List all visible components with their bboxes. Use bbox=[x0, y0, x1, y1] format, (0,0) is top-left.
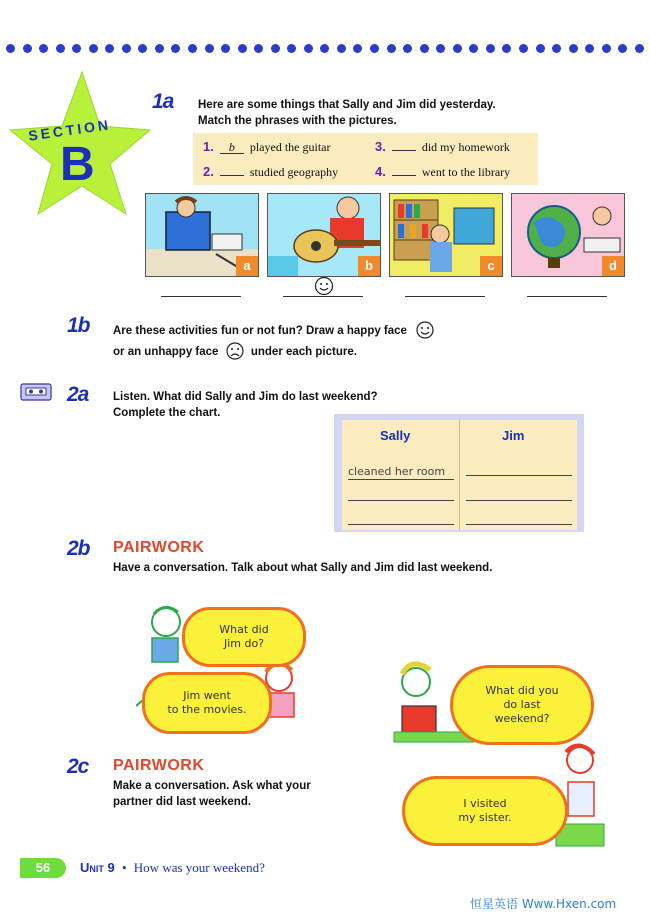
chart-header-jim: Jim bbox=[502, 428, 525, 443]
chart-cell-jim-2[interactable] bbox=[466, 500, 572, 501]
picture-c-library bbox=[389, 193, 503, 277]
exercise-tag-2b: 2b bbox=[67, 537, 90, 560]
watermark: 恒星英语 Www.Hxen.com bbox=[470, 897, 617, 911]
chart-cell-jim-3[interactable] bbox=[466, 524, 572, 525]
instruction-2b: Have a conversation. Talk about what Sally and Jim did last weekend. bbox=[113, 562, 493, 574]
answer-line-c[interactable] bbox=[405, 296, 485, 297]
picture-a-homework bbox=[145, 193, 259, 277]
instruction-2a: Listen. What did Sally and Jim do last weekend? Complete the chart. bbox=[113, 391, 378, 419]
match-item-1: 1. b played the guitar bbox=[203, 139, 331, 154]
happy-face-icon bbox=[314, 276, 334, 296]
answer-line-d[interactable] bbox=[527, 296, 607, 297]
answer-line-b[interactable] bbox=[283, 296, 363, 297]
speech-bubble-what-did-jim-do: What did Jim do? bbox=[182, 607, 306, 667]
instruction-1b: Are these activities fun or not fun? Draw a happy face or an unhappy face under each picture. bbox=[113, 321, 434, 360]
matching-box bbox=[193, 133, 538, 185]
picture-label-c: c bbox=[480, 256, 502, 276]
footer-unit-title: Unit 9 • How was your weekend? bbox=[80, 860, 265, 875]
speech-bubble-jim-went: Jim went to the movies. bbox=[142, 672, 272, 734]
dotted-rule bbox=[0, 44, 650, 58]
picture-label-d: d bbox=[602, 256, 624, 276]
exercise-tag-2a: 2a bbox=[67, 383, 89, 406]
answer-blank[interactable]: b bbox=[220, 142, 244, 154]
answer-blank[interactable] bbox=[220, 175, 244, 176]
chart-cell-jim-1[interactable] bbox=[466, 475, 572, 476]
chart-cell-sally-2[interactable] bbox=[348, 500, 454, 501]
answer-line-a[interactable] bbox=[161, 296, 241, 297]
chart-body bbox=[342, 420, 577, 530]
pairwork-title-2b: PAIRWORK bbox=[113, 539, 205, 556]
answer-blank[interactable] bbox=[392, 150, 416, 151]
page-number: 56 bbox=[20, 858, 66, 878]
sally-jim-chart bbox=[334, 414, 584, 532]
chart-cell-sally-1[interactable]: cleaned her room bbox=[348, 460, 454, 480]
unhappy-face-icon bbox=[226, 342, 244, 360]
answer-blank[interactable] bbox=[392, 175, 416, 176]
speech-bubble-i-visited: I visited my sister. bbox=[402, 776, 568, 846]
picture-d-geography bbox=[511, 193, 625, 277]
picture-b-guitar bbox=[267, 193, 381, 277]
match-item-4: 4. went to the library bbox=[375, 164, 511, 179]
instruction-2c: Make a conversation. Ask what your partner did last weekend. bbox=[113, 780, 311, 808]
match-item-3: 3. did my homework bbox=[375, 139, 510, 154]
match-item-2: 2. studied geography bbox=[203, 164, 339, 179]
exercise-tag-2c: 2c bbox=[67, 755, 89, 778]
section-letter: B bbox=[60, 138, 95, 191]
exercise-tag-1b: 1b bbox=[67, 314, 90, 337]
picture-label-b: b bbox=[358, 256, 380, 276]
happy-face-icon bbox=[416, 321, 434, 339]
picture-label-a: a bbox=[236, 256, 258, 276]
instruction-1a: Here are some things that Sally and Jim did yesterday. Match the phrases with the pictures. bbox=[198, 99, 496, 127]
chart-header-sally: Sally bbox=[380, 428, 411, 443]
chart-cell-sally-3[interactable] bbox=[348, 524, 454, 525]
cassette-icon bbox=[20, 383, 52, 401]
pairwork-title-2c: PAIRWORK bbox=[113, 757, 205, 774]
speech-bubble-what-did-you-do: What did you do last weekend? bbox=[450, 665, 594, 745]
section-word: SECTION bbox=[27, 116, 112, 144]
exercise-tag-1a: 1a bbox=[152, 90, 174, 113]
